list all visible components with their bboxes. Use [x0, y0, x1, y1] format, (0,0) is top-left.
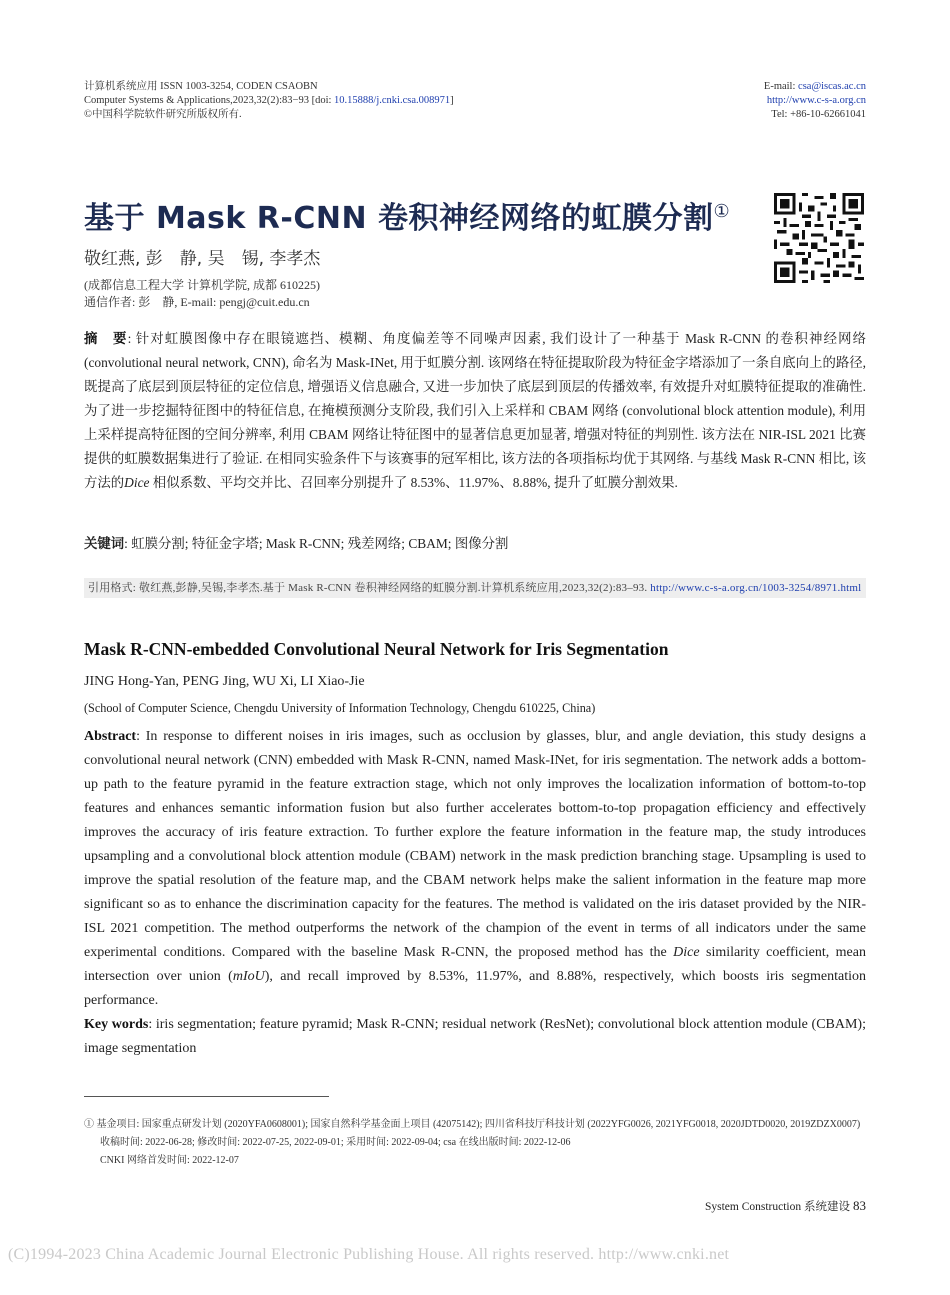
- authors-cn: 敬红燕, 彭 静, 吴 锡, 李孝杰: [84, 249, 321, 269]
- page-number: 83: [853, 1198, 866, 1213]
- journal-citation-line: Computer Systems & Applications,2023,32(2):83−93 [doi: 10.15888/j.cnki.csa.008971]: [84, 95, 454, 106]
- keywords-cn: 关键词: 虹膜分割; 特征金字塔; Mask R-CNN; 残差网络; CBAM; 图像分割: [84, 536, 509, 551]
- cnki-watermark: (C)1994-2023 China Academic Journal Electronic Publishing House. All rights reserved. http://www.cnki.net: [8, 1246, 730, 1263]
- tel-line: Tel: +86-10-62661041: [771, 109, 866, 120]
- abstract-cn: 摘 要: 针对虹膜图像中存在眼镜遮挡、模糊、角度偏差等不同噪声因素, 我们设计了一种基于 Mask R-CNN 的卷积神经网络 (convolutional neural network, CNN), 命名为 Mask-INet, 用于虹膜分割. 该网络在特征提取阶段为特征金字塔添加了一条自底向上的路径, 既提高了底层到顶层特征的定位信息, 增强语义信息融合, 又进一步加快了底层到顶层的传播效率, 有效提升对虹膜特征提取的准确性. 为了进一步挖掘特征图中的特征信息, 在掩模预测分支阶段, 我们引入上采样和 CBAM 网络 (convolutional block attention module), 利用上采样提高特征图的空间分辨率, 利用 CBAM 网络让特征图中的显著信息更加显著, 增强对特征的判别性. 该方法在 NIR-ISL 2021 比赛提供的虹膜数据集进行了验证. 在相同实验条件下与该赛事的冠军相比, 该方法的各项指标均优于其网络. 与基线 Mask R-CNN 相比, 该方法的Dice 相似系数、平均交并比、召回率分别提升了 8.53%、11.97%、8.88%, 提升了虹膜分割效果.: [84, 331, 867, 490]
- keywords-cn-label: 关键词: [84, 536, 125, 551]
- fund-footnote: ① 基金项目: 国家重点研发计划 (2020YFA0608001); 国家自然科学基金面上项目 (42075142); 四川省科技厅科技计划 (2022YFG0026, 2021YFG0018, 2020JDTD0020, 2019ZDZX0007): [84, 1119, 861, 1130]
- cnki-footnote: CNKI 网络首发时间: 2022-12-07: [100, 1155, 239, 1166]
- footnote-divider: [84, 1096, 329, 1097]
- paper-title-en: Mask R-CNN-embedded Convolutional Neural Network for Iris Segmentation: [84, 639, 669, 659]
- email-line: E-mail: csa@iscas.ac.cn: [763, 81, 866, 92]
- website-link[interactable]: http://www.c-s-a.org.cn: [766, 95, 866, 106]
- journal-header-right: [764, 80, 866, 122]
- abstract-en: [84, 725, 866, 1061]
- corresponding-author-cn: 通信作者: 彭 静, E-mail: pengj@cuit.edu.cn: [84, 295, 310, 309]
- qr-code-icon: [774, 193, 864, 283]
- email-link[interactable]: csa@iscas.ac.cn: [798, 81, 866, 92]
- abstract-en-label: Abstract: [84, 729, 137, 744]
- paper-title-cn: 基于 Mask R-CNN 卷积神经网络的虹膜分割①: [84, 201, 731, 236]
- abstract-cn-label: 摘 要: [84, 331, 128, 346]
- page-footer: System Construction 系统建设 83: [704, 1198, 866, 1213]
- doi-link[interactable]: 10.15888/j.cnki.csa.008971: [334, 95, 451, 106]
- footnote-mark: ①: [713, 201, 731, 222]
- keywords-en: Key words: iris segmentation; feature pyramid; Mask R-CNN; residual network (ResNet); convolutional block attention module (CBAM); image segmentation: [84, 1017, 866, 1056]
- affiliation-cn: (成都信息工程大学 计算机学院, 成都 610225): [84, 278, 320, 292]
- affiliation-en: (School of Computer Science, Chengdu University of Information Technology, Chengdu 610225, China): [84, 701, 596, 715]
- affiliation-block-cn: [84, 277, 320, 311]
- authors-en: JING Hong-Yan, PENG Jing, WU Xi, LI Xiao-Jie: [84, 674, 365, 689]
- footnotes: [84, 1116, 866, 1170]
- journal-header-left: [84, 80, 454, 122]
- abstract-en-body: Abstract: In response to different noises in iris images, such as occlusion by glasses, blur, and angle deviation, this study designs a convolutional neural network (CNN) embedded with Mask R-CNN, named Mask-INet, for iris segmentation. The network adds a bottom-up path to the feature pyramid in the feature extraction stage, which not only improves the localization information of bottom-to-top features and enhances semantic information fusion but also further accelerates bottom-to-top propagation efficiency and effectively improves the accuracy of iris feature extraction. To further explore the feature information in the feature map, the study introduces upsampling and a convolutional block attention module (CBAM) network in the mask prediction branching stage. Upsampling is used to improve the spatial resolution of the feature map, and the CBAM network helps make the salient information in the feature map more significant so as to enhance the discrimination capacity for the features. The method is validated on the iris dataset provided by the NIR-ISL 2021 competition. The method outperforms the network of the champion of the event in terms of all indicators under the same experimental conditions. Compared with the baseline Mask R-CNN, the proposed method has the Dice similarity coefficient, mean intersection over union (mIoU), and recall improved by 8.53%, 11.97%, and 8.88%, respectively, which boosts iris segmentation performance.: [84, 729, 866, 1008]
- copyright-line: ©中国科学院软件研究所版权所有.: [84, 109, 242, 120]
- dates-footnote: 收稿时间: 2022-06-28; 修改时间: 2022-07-25, 2022-09-01; 采用时间: 2022-09-04; csa 在线出版时间: 2022-12-06: [100, 1137, 571, 1148]
- keywords-en-label: Key words: [84, 1017, 149, 1032]
- journal-issn-line: 计算机系统应用 ISSN 1003-3254, CODEN CSAOBN: [84, 81, 318, 92]
- citation-box: 引用格式: 敬红燕,彭静,吴锡,李孝杰.基于 Mask R-CNN 卷积神经网络的虹膜分割.计算机系统应用,2023,32(2):83–93. http://www.c-s-a.org.cn/1003-3254/8971.html: [84, 578, 866, 598]
- citation-link[interactable]: http://www.c-s-a.org.cn/1003-3254/8971.html: [650, 582, 862, 594]
